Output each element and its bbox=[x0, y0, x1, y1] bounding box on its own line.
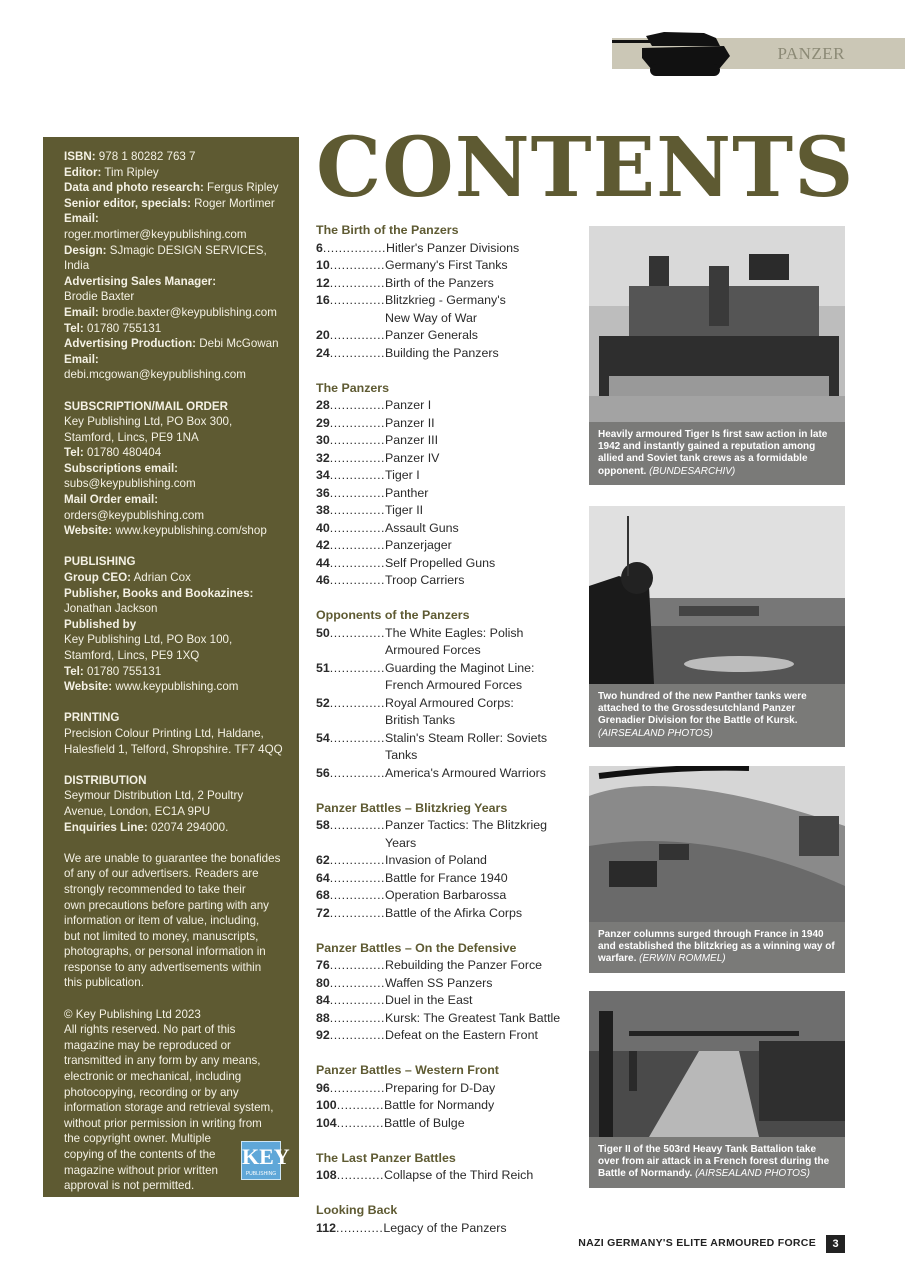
toc-page-number: 6 bbox=[316, 240, 323, 255]
toc-leader-dots: ............ bbox=[336, 1220, 384, 1235]
toc-leader-dots: .............. bbox=[329, 328, 385, 342]
toc-leader-dots: .............. bbox=[329, 730, 385, 745]
text-line: photocopying, recording or by any bbox=[64, 1085, 239, 1099]
photo-caption: Two hundred of the new Panther tanks were attached to the Grossdesutchland Panzer Grenadier Division for the Battle of Kursk. (AIRSEALAND PHOTOS) bbox=[589, 684, 845, 747]
website-link[interactable]: www.keypublishing.com bbox=[115, 680, 239, 694]
toc-leader-dots: .............. bbox=[329, 1028, 385, 1042]
page-title: CONTENTS bbox=[316, 120, 855, 216]
text-line: but not limited to money, manuscripts, bbox=[64, 929, 259, 943]
toc-entry-title: Panzer I bbox=[385, 398, 432, 412]
toc-section-heading: Panzer Battles – On the Defensive bbox=[316, 940, 517, 955]
email-link[interactable]: subs@keypublishing.com bbox=[64, 477, 196, 491]
toc-entry-title: Battle of Bulge bbox=[384, 1115, 465, 1130]
toc-page-number: 36 bbox=[316, 485, 330, 500]
toc-entry-title: The White Eagles: Polish Armoured Forces bbox=[385, 625, 524, 657]
toc-entry[interactable] bbox=[316, 992, 581, 1010]
toc-page-number: 100 bbox=[316, 1098, 337, 1112]
section-label: PANZER bbox=[777, 44, 845, 63]
toc-entry[interactable] bbox=[316, 257, 581, 275]
toc-leader-dots: .............. bbox=[329, 765, 385, 780]
toc-entry-title: Germany's First Tanks bbox=[385, 258, 508, 272]
toc-entry[interactable] bbox=[316, 537, 581, 555]
toc-page-number: 108 bbox=[316, 1168, 337, 1182]
toc-leader-dots: .............. bbox=[329, 888, 385, 902]
toc-page-number: 10 bbox=[316, 258, 330, 272]
toc-leader-dots: .............. bbox=[329, 468, 385, 482]
toc-entry[interactable] bbox=[316, 957, 581, 975]
toc-leader-dots: .............. bbox=[329, 433, 385, 447]
email-link[interactable]: debi.mcgowan@keypublishing.com bbox=[64, 368, 246, 382]
text-line: magazine without prior written bbox=[64, 1163, 219, 1177]
toc-entry[interactable] bbox=[316, 415, 581, 433]
toc-entry-title: Invasion of Poland bbox=[385, 853, 487, 867]
text-line: copying of the contents of the bbox=[64, 1148, 216, 1161]
toc-entry[interactable] bbox=[316, 1115, 581, 1133]
toc-page-number: 68 bbox=[316, 888, 330, 902]
toc-section bbox=[316, 380, 581, 590]
toc-section-heading: Panzer Battles – Western Front bbox=[316, 1063, 499, 1077]
toc-entry-title: Battle of the Afirka Corps bbox=[385, 905, 523, 920]
toc-entry-title: America's Armoured Warriors bbox=[385, 765, 546, 780]
toc-leader-dots: .............. bbox=[329, 485, 385, 500]
toc-leader-dots: .............. bbox=[329, 555, 385, 570]
toc-page-number: 92 bbox=[316, 1028, 330, 1042]
toc-entry[interactable] bbox=[316, 1167, 581, 1185]
toc-entry[interactable] bbox=[316, 817, 581, 852]
text-line: electronic or mechanical, including bbox=[64, 1070, 242, 1084]
toc-section bbox=[316, 1062, 581, 1132]
toc-section bbox=[316, 1150, 581, 1185]
toc-entry[interactable] bbox=[316, 975, 581, 993]
toc-entry-title: Birth of the Panzers bbox=[385, 275, 494, 290]
toc-entry-title: Hitler's Panzer Divisions bbox=[386, 240, 520, 255]
toc-section bbox=[316, 607, 581, 782]
photo-caption: Panzer columns surged through France in 1940 and established the blitzkrieg as a winning way of warfare. (ERWIN ROMMEL) bbox=[589, 922, 845, 973]
toc-entry[interactable] bbox=[316, 467, 581, 485]
email-link[interactable]: orders@keypublishing.com bbox=[64, 508, 205, 522]
toc-entry[interactable] bbox=[316, 870, 581, 888]
toc-page-number: 58 bbox=[316, 818, 330, 832]
text-line: of any of our advertisers. Readers are bbox=[64, 867, 259, 881]
toc-page-number: 76 bbox=[316, 958, 330, 972]
toc-page-number: 84 bbox=[316, 993, 330, 1007]
toc-page-number: 42 bbox=[316, 538, 330, 552]
toc-entry[interactable] bbox=[316, 240, 581, 258]
toc-page-number: 80 bbox=[316, 975, 330, 990]
toc-entry-title: Panzer Generals bbox=[385, 328, 478, 342]
email-link[interactable]: brodie.baxter@keypublishing.com bbox=[102, 305, 277, 319]
toc-leader-dots: .............. bbox=[329, 905, 385, 920]
toc-entry[interactable] bbox=[316, 520, 581, 538]
toc-entry-title: Panzerjager bbox=[385, 538, 452, 552]
toc-entry[interactable] bbox=[316, 292, 581, 327]
panther-field-photo bbox=[589, 506, 845, 684]
toc-leader-dots: .............. bbox=[329, 853, 385, 867]
toc-page-number: 54 bbox=[316, 730, 330, 745]
text-line: All rights reserved. No part of this bbox=[64, 1023, 236, 1037]
toc-section-heading: The Panzers bbox=[316, 380, 389, 395]
toc-entry-title: Guarding the Maginot Line: French Armoured Forces bbox=[385, 660, 535, 692]
toc-leader-dots: .............. bbox=[329, 625, 385, 640]
toc-leader-dots: ............ bbox=[336, 1115, 384, 1130]
toc-leader-dots: .............. bbox=[329, 573, 385, 587]
toc-entry-title: Troop Carriers bbox=[385, 573, 465, 587]
toc-entry-title: Self Propelled Guns bbox=[385, 555, 496, 570]
text-line: information storage and retrieval system, bbox=[64, 1101, 274, 1115]
toc-page-number: 16 bbox=[316, 293, 330, 307]
toc-entry[interactable] bbox=[316, 502, 581, 520]
page-number: 3 bbox=[826, 1235, 845, 1253]
section-heading: PUBLISHING bbox=[64, 555, 136, 569]
toc-page-number: 29 bbox=[316, 415, 330, 430]
toc-leader-dots: .............. bbox=[329, 660, 385, 675]
panzer-column-photo bbox=[589, 766, 845, 922]
toc-page-number: 88 bbox=[316, 1010, 330, 1025]
key-publishing-logo: KEY PUBLISHING bbox=[241, 1141, 281, 1180]
toc-leader-dots: .............. bbox=[329, 345, 385, 360]
toc-entry-title: Defeat on the Eastern Front bbox=[385, 1028, 538, 1042]
toc-section bbox=[316, 800, 581, 923]
toc-page-number: 104 bbox=[316, 1115, 337, 1130]
toc-entry-title: Battle for Normandy bbox=[384, 1098, 495, 1112]
toc-entry[interactable] bbox=[316, 555, 581, 573]
tank-silhouette-icon bbox=[612, 28, 730, 80]
tiger-ii-forest-photo bbox=[589, 991, 845, 1137]
text-line: magazine may be reproduced or bbox=[64, 1038, 231, 1052]
toc-entry-title: Operation Barbarossa bbox=[385, 888, 507, 902]
toc-page-number: 28 bbox=[316, 398, 330, 412]
toc-entry[interactable] bbox=[316, 327, 581, 345]
toc-page-number: 30 bbox=[316, 433, 330, 447]
toc-leader-dots: .............. bbox=[329, 1010, 385, 1025]
toc-page-number: 50 bbox=[316, 625, 330, 640]
text-line: this publication. bbox=[64, 976, 144, 990]
toc-entry[interactable] bbox=[316, 432, 581, 450]
toc-entry-title: Panzer III bbox=[385, 433, 439, 447]
toc-leader-dots: .............. bbox=[329, 258, 385, 272]
table-of-contents bbox=[316, 222, 581, 1255]
toc-leader-dots: .............. bbox=[329, 415, 385, 430]
toc-leader-dots: ............ bbox=[336, 1168, 384, 1182]
toc-entry[interactable] bbox=[316, 905, 581, 923]
toc-entry-title: Preparing for D-Day bbox=[385, 1080, 496, 1095]
toc-page-number: 24 bbox=[316, 345, 330, 360]
toc-entry[interactable] bbox=[316, 485, 581, 503]
toc-section-heading: Panzer Battles – Blitzkrieg Years bbox=[316, 800, 508, 815]
toc-page-number: 46 bbox=[316, 573, 330, 587]
toc-entry-title: Assault Guns bbox=[385, 520, 459, 535]
toc-page-number: 96 bbox=[316, 1080, 330, 1095]
text-line: transmitted in any form by any means, bbox=[64, 1054, 261, 1068]
text-line: strongly recommended to take their bbox=[64, 882, 246, 896]
toc-page-number: 112 bbox=[316, 1220, 336, 1235]
toc-entry[interactable] bbox=[316, 660, 581, 695]
toc-entry[interactable] bbox=[316, 887, 581, 905]
disclaimer-text bbox=[64, 851, 285, 991]
toc-section-heading: The Last Panzer Battles bbox=[316, 1150, 456, 1165]
toc-entry-title: Royal Armoured Corps: British Tanks bbox=[385, 695, 514, 727]
toc-entry[interactable] bbox=[316, 695, 581, 730]
toc-entry-title: Tiger I bbox=[385, 468, 420, 482]
toc-entry[interactable] bbox=[316, 1080, 581, 1098]
toc-leader-dots: .............. bbox=[329, 275, 385, 290]
toc-entry[interactable] bbox=[316, 625, 581, 660]
magazine-title-footer: NAZI GERMANY'S ELITE ARMOURED FORCE bbox=[578, 1237, 816, 1249]
toc-entry-title: Kursk: The Greatest Tank Battle bbox=[385, 1010, 561, 1025]
text-line: approval is not permitted. bbox=[64, 1179, 195, 1193]
toc-page-number: 52 bbox=[316, 695, 330, 710]
toc-entry[interactable] bbox=[316, 345, 581, 363]
toc-entry-title: Tiger II bbox=[385, 503, 424, 517]
text-line: information or item of value, including, bbox=[64, 914, 260, 928]
toc-entry[interactable] bbox=[316, 730, 581, 765]
toc-leader-dots: .............. bbox=[329, 1080, 385, 1095]
toc-section-heading: The Birth of the Panzers bbox=[316, 223, 459, 237]
toc-leader-dots: .............. bbox=[329, 293, 385, 307]
toc-entry-title: Collapse of the Third Reich bbox=[384, 1168, 534, 1182]
toc-entry[interactable] bbox=[316, 450, 581, 468]
toc-entry[interactable] bbox=[316, 765, 581, 783]
toc-entry-title: Rebuilding the Panzer Force bbox=[385, 958, 543, 972]
toc-leader-dots: .............. bbox=[329, 695, 385, 710]
toc-page-number: 38 bbox=[316, 503, 330, 517]
toc-entry-title: Stalin's Steam Roller: Soviets Tanks bbox=[385, 730, 548, 762]
toc-leader-dots: .............. bbox=[329, 520, 385, 535]
toc-section bbox=[316, 222, 581, 362]
toc-section bbox=[316, 1202, 581, 1237]
website-link[interactable]: www.keypublishing.com/shop bbox=[115, 524, 267, 538]
tiger-tank-photo bbox=[589, 226, 845, 422]
toc-page-number: 34 bbox=[316, 468, 330, 482]
toc-leader-dots: .............. bbox=[329, 993, 385, 1007]
toc-entry[interactable] bbox=[316, 275, 581, 293]
toc-leader-dots: .............. bbox=[329, 958, 385, 972]
text-line: photographs, or personal information in bbox=[64, 945, 266, 959]
toc-entry-title: Panther bbox=[385, 485, 429, 500]
toc-entry[interactable] bbox=[316, 1027, 581, 1045]
toc-page-number: 40 bbox=[316, 520, 330, 535]
text-line: © Key Publishing Ltd 2023 bbox=[64, 1007, 201, 1021]
toc-page-number: 64 bbox=[316, 870, 330, 885]
toc-leader-dots: .............. bbox=[329, 818, 385, 832]
section-heading: SUBSCRIPTION/MAIL ORDER bbox=[64, 399, 229, 413]
toc-entry-title: Blitzkrieg - Germany's New Way of War bbox=[385, 293, 506, 325]
toc-page-number: 56 bbox=[316, 765, 330, 780]
toc-leader-dots: .............. bbox=[329, 975, 385, 990]
toc-leader-dots: ............ bbox=[336, 1098, 384, 1112]
toc-page-number: 32 bbox=[316, 450, 330, 465]
toc-entry-title: Panzer IV bbox=[385, 450, 440, 465]
text-line: without prior permission in writing from bbox=[64, 1116, 262, 1130]
text-line: We are unable to guarantee the bonafides bbox=[64, 851, 281, 865]
toc-entry[interactable] bbox=[316, 1010, 581, 1028]
toc-entry[interactable] bbox=[316, 852, 581, 870]
toc-leader-dots: ................ bbox=[322, 240, 386, 255]
toc-leader-dots: .............. bbox=[329, 503, 385, 517]
photo-caption: Tiger II of the 503rd Heavy Tank Battalion take over from air attack in a French forest during the Battle of Normandy. (AIRSEALAND PHOTOS) bbox=[589, 1137, 845, 1188]
toc-entry[interactable] bbox=[316, 1220, 581, 1238]
toc-leader-dots: .............. bbox=[329, 538, 385, 552]
toc-entry[interactable] bbox=[316, 397, 581, 415]
text-line: response to any advertisements within bbox=[64, 960, 262, 974]
toc-section bbox=[316, 940, 581, 1045]
toc-section-heading: Looking Back bbox=[316, 1203, 398, 1217]
toc-page-number: 44 bbox=[316, 555, 330, 570]
toc-entry[interactable] bbox=[316, 572, 581, 590]
toc-entry-title: Duel in the East bbox=[385, 993, 473, 1007]
section-heading: PRINTING bbox=[64, 711, 120, 725]
toc-entry-title: Waffen SS Panzers bbox=[385, 975, 493, 990]
text-line: the copyright owner. Multiple bbox=[64, 1132, 211, 1146]
section-heading: DISTRIBUTION bbox=[64, 773, 147, 787]
toc-leader-dots: .............. bbox=[329, 398, 385, 412]
toc-section-heading: Opponents of the Panzers bbox=[316, 608, 470, 622]
toc-leader-dots: .............. bbox=[329, 450, 385, 465]
toc-page-number: 62 bbox=[316, 853, 330, 867]
toc-page-number: 51 bbox=[316, 660, 330, 675]
credits-sidebar: ISBN: 978 1 80282 763 7 Editor: Tim Ripley Data and photo research: Fergus Ripley Senior editor, specials: Roger Mortimer Email: roger.mortimer@keypublishing.com Design: SJmagic DESIGN SERVICES, India Advertising Sales Manager: Brodie Baxter Email: brodie.baxter@keypublishing.com Tel: 01780 755131 Advertising Production: Debi McGowan Email: debi.mcgowan@keypublishing.com SUBSCRIPTION/MAIL ORDER Key Publishing Ltd, PO Box 300, Stamford, Lincs, PE9 1NA Tel: 01780 480404 Subscriptions email: subs@keypublishing.com Mail Order email: orders@keypublishing.com Website: www.keypublishing.com/shop PUBLISHING Group CEO: Adrian Cox Publisher, Books and Bookazines: Jonathan Jackson Published by Key Publishing Ltd, PO Box 100, Stamford, Lincs, PE9 1XQ Tel: 01780 755131 Website: www.keypublishing.com PRINTING Precision Colour Printing Ltd, Haldane, Halesfield 1, Telford, Shropshire. TF7 4QQ DISTRIBUTION Seymour Distribution Ltd, 2 Poultry Avenue, London, EC1A 9PU Enquiries Line: 02074 294000. We are unable to guarantee the bonafides of any of our advertisers. Readers are strongly recommended to take their own precautions before parting with any information or item of value, including, but not limited to money, manuscripts, photographs, or personal information in response to any advertisements within this publication. © Key Publishing Ltd 2023 All rights reserved. No part of this magazine may be reproduced or transmitted in any form by any means, electronic or mechanical, including photocopying, recording or by any information storage and retrieval system, without prior permission in writing from the copyright owner. Multiple copying of the contents of the magazine without prior written approval is not permitted. KEY PUBLISHING bbox=[43, 137, 299, 1197]
photo-caption: Heavily armoured Tiger Is first saw action in late 1942 and instantly gained a reputation among allied and Soviet tank crews as a formidable opponent. (BUNDESARCHIV) bbox=[589, 422, 845, 485]
email-link[interactable]: roger.mortimer@keypublishing.com bbox=[64, 227, 247, 241]
toc-entry-title: Battle for France 1940 bbox=[385, 870, 508, 885]
toc-page-number: 72 bbox=[316, 905, 330, 920]
toc-entry-title: Building the Panzers bbox=[385, 345, 499, 360]
toc-page-number: 12 bbox=[316, 275, 330, 290]
text-line: own precautions before parting with any bbox=[64, 898, 269, 912]
toc-leader-dots: .............. bbox=[329, 870, 385, 885]
toc-entry-title: Legacy of the Panzers bbox=[383, 1220, 507, 1235]
toc-entry-title: Panzer Tactics: The Blitzkrieg Years bbox=[385, 818, 548, 850]
toc-entry[interactable] bbox=[316, 1097, 581, 1115]
toc-entry-title: Panzer II bbox=[385, 415, 435, 430]
toc-page-number: 20 bbox=[316, 328, 330, 342]
